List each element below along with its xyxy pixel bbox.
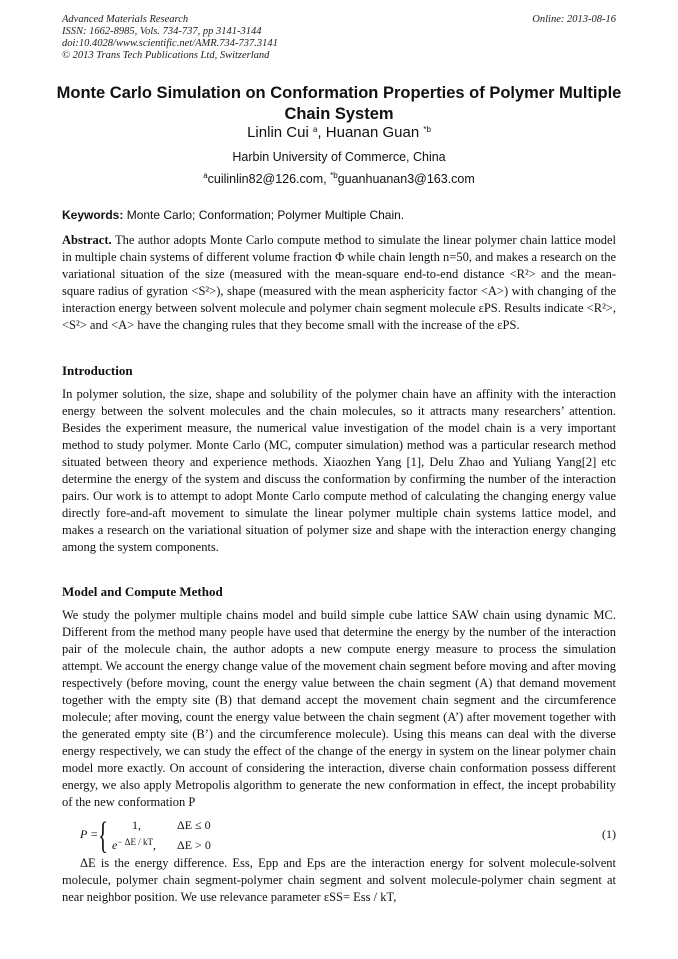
abstract [62, 232, 616, 334]
author-1-mark: a [312, 125, 318, 134]
journal-header [62, 14, 616, 62]
equation-number: (1) [602, 827, 616, 841]
keywords-label: Keywords: [62, 208, 124, 222]
email-1: cuilinlin82@126.com, [207, 172, 331, 186]
email-2-mark: *b [330, 171, 338, 180]
email-1-mark: a [203, 171, 208, 180]
equation-brace: { [98, 815, 109, 857]
keywords [62, 207, 616, 223]
abstract-label: Abstract. [62, 233, 112, 247]
equation-case2-value [112, 838, 156, 853]
journal-name: Advanced Materials Research [62, 14, 189, 25]
equation-lhs: P = [80, 827, 99, 841]
equation-exponent: − ΔE / kT [117, 837, 153, 847]
author-1: Linlin Cui [247, 124, 309, 141]
introduction-text: In polymer solution, the size, shape and solubility of the polymer chain have an affinity with the interaction energy between the solvent molecules and the chain molecules, so it attracts many researchers’ attention. Besides the experiment measure, the numerical value investigation of the model chain is a very important method to study polymer. Monte Carlo (MC, computer simulation) method was a particular research method situated between theory and experience methods. Xiaozhen Yang [1], Delu Zhao and Yuliang Yang[2] etc determine the energy of the system and discuss the conformation by confirming the number of the interaction pairs. Our work is to attempt to adopt Monte Carlo compute method of calculating the changing energy value directly fore-and-aft movement to simulate the linear polymer multiple chain systems lattice model, and makes a research on the variational situation of polymer size and shape with the interaction energy changing among the system components. [62, 387, 616, 554]
online-date: Online: 2013-08-16 [532, 14, 616, 25]
author-2: Huanan Guan [325, 124, 420, 141]
introduction-heading: Introduction [62, 363, 133, 378]
paper-title: Monte Carlo Simulation on Conformation Properties of Polymer Multiple Chain System [56, 84, 622, 123]
model-heading: Model and Compute Method [62, 584, 223, 599]
equation-case1-condition: ΔE ≤ 0 [177, 818, 211, 832]
author-separator: , [317, 124, 326, 141]
copyright-line: © 2013 Trans Tech Publications Ltd, Switzerland [62, 50, 270, 61]
equation-case2-comma: , [152, 838, 156, 852]
email-2: guanhuanan3@163.com [337, 172, 475, 186]
doi-line: doi:10.4028/www.scientific.net/AMR.734-737.3141 [62, 38, 278, 49]
author-2-mark: *b [423, 125, 431, 134]
author-line [40, 123, 638, 143]
keywords-text: Monte Carlo; Conformation; Polymer Multiple Chain. [123, 208, 405, 222]
email-line [40, 171, 638, 188]
abstract-text: The author adopts Monte Carlo compute method to simulate the linear polymer chain lattice model in multiple chain systems of different volume fraction Φ while chain length n=50, and makes a research on the variational situation of the size (measured with the mean-square end-to-end distance <R²> and the mean-square radius of gyration <S²>), shape (measured with the mean asphericity factor <A>) with changing of the interaction energy between solvent molecule and polymer chain segment molecule εPS. Results indicate <R²>, <S²> and <A> have the changing rules that they become small with the increase of the εPS. [62, 233, 616, 332]
equation-1 [62, 815, 616, 858]
post-equation-paragraph [62, 855, 616, 906]
equation-exp-base: e [112, 838, 118, 852]
equation-case2-condition: ΔE > 0 [177, 838, 211, 852]
post-equation-text: ΔE is the energy difference. Ess, Epp and Eps are the interaction energy for solvent molecule-solvent molecule, polymer chain segment-polymer chain segment and solvent molecule-polymer chain segment at near neighbor position. We use relevance parameter εSS= Ess / kT, [62, 856, 616, 904]
issn-line: ISSN: 1662-8985, Vols. 734-737, pp 3141-3144 [62, 26, 262, 37]
equation-case1-value: 1, [132, 818, 141, 832]
affiliation: Harbin University of Commerce, China [232, 150, 446, 164]
model-text: We study the polymer multiple chains model and build simple cube lattice SAW chain using dynamic MC. Different from the method many people have used that determine the energy by the number of the interaction pair of the molecule chain, the author adopts a new compute energy measure to process the simulation attempt. We account the energy change value of the movement chain segment before moving and after moving respectively (before moving, count the energy value between the chain segment (A) that demand movement together with the empty site (B) that demand accept the movement chain segment and the circumference molecule; after moving, count the energy value between the chain segment (A’) after movement together with the generated empty site (B’) and the circumference molecule). Using this means can deal with the diverse energy respectively, we can study the effect of the change of the energy in system on the linear polymer chain model more exactly. On account of considering the interaction, diverse chain conformation possess different energy, we also apply Metropolis algorithm to generate the new conformation in effect, the incept probability of the new conformation P [62, 608, 616, 809]
